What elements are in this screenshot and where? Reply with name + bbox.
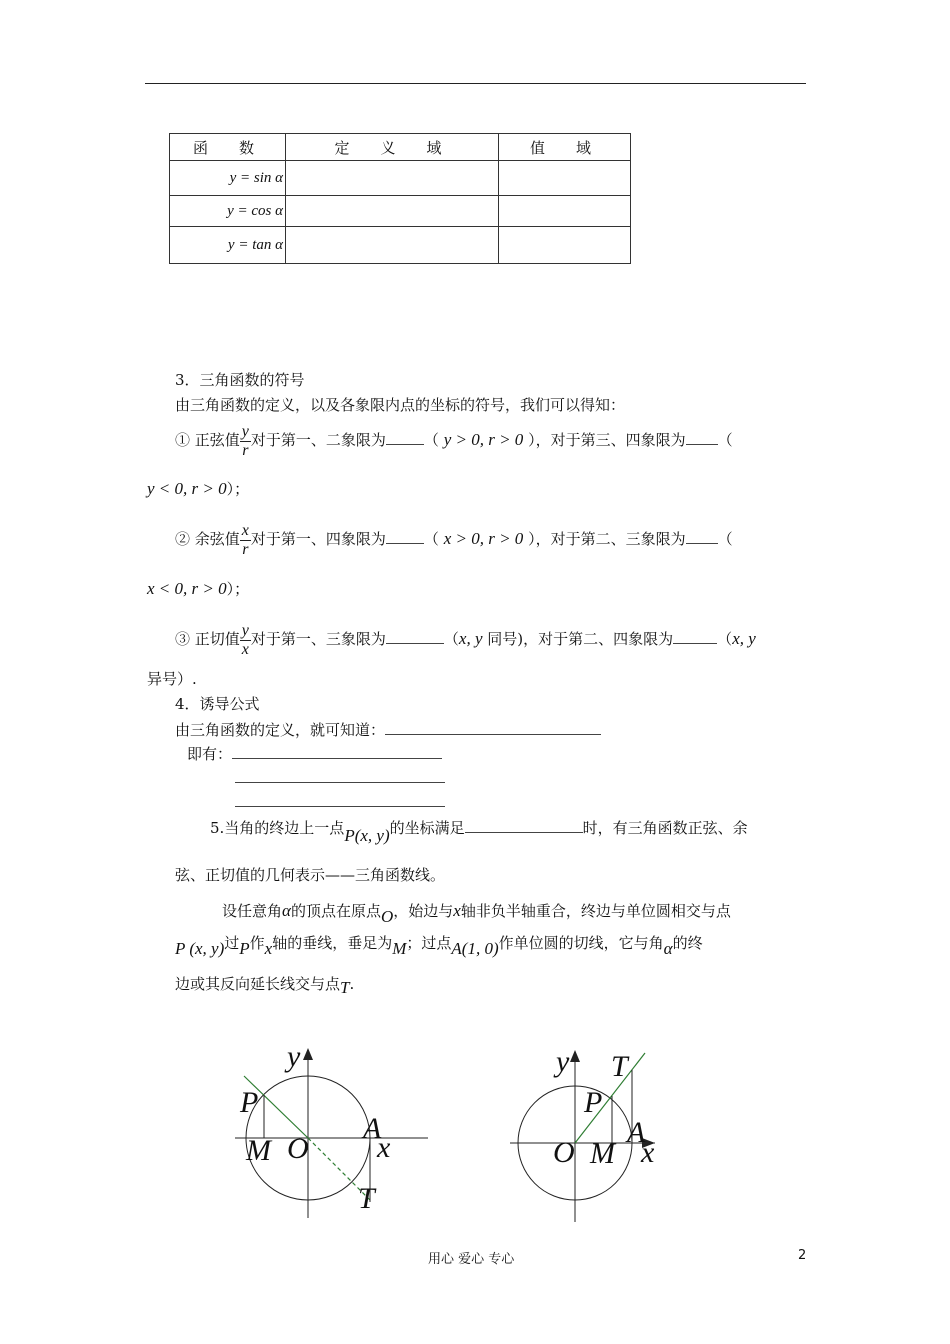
cell-func-tan: y = tan α [170, 227, 286, 264]
answer-blank[interactable] [686, 430, 718, 445]
function-table [169, 133, 631, 264]
section-3-intro: 由三角函数的定义，以及各象限内点的坐标的符号，我们可以得知： [175, 396, 626, 414]
definition-line-1 [222, 900, 731, 926]
cos-condition-1: x > 0, r > 0 [443, 529, 524, 548]
left-label-y: y [287, 1040, 301, 1073]
cell-range-cos [499, 196, 631, 227]
def-text-i: 作单位圆的切线，它与角 [498, 934, 664, 952]
alpha-symbol: α [663, 939, 673, 958]
section-5-line-1 [210, 817, 748, 845]
sin-condition-2: y < 0, r > 0 [147, 479, 227, 498]
answer-blank[interactable] [673, 629, 717, 644]
tan-fraction [240, 622, 251, 659]
alpha-symbol: α [282, 901, 291, 920]
left-trig-line-figure [230, 1040, 430, 1220]
fraction-denominator: r [242, 441, 249, 459]
header-range: 值 域 [499, 134, 631, 161]
cell-domain-sin [286, 161, 499, 196]
section-5-text-1: 5.当角的终边上一点 [210, 819, 345, 837]
cos-sign-line: ② 余弦值 $\frac{x}{r}$ 对于第一、四象限为 （ x > 0, r > 0 ），对于第二、三象限为 （ [175, 521, 733, 558]
answer-blank[interactable] [465, 818, 583, 833]
section-4-line-1-text: 由三角函数的定义，就可知道： [175, 721, 386, 739]
point-a-symbol: A(1, 0) [451, 939, 499, 958]
y-axis-arrow-icon [303, 1048, 313, 1060]
def-text-b: 的顶点在原点 [290, 902, 381, 920]
x-symbol: x [453, 901, 461, 920]
answer-blank[interactable] [235, 792, 445, 807]
fraction-numerator: y [241, 422, 249, 440]
right-label-x: x [641, 1136, 655, 1169]
left-label-x: x [377, 1131, 391, 1164]
tan-text-2: ，对于第二、四象限为 [523, 630, 674, 648]
def-text-h: ；过点 [406, 934, 452, 952]
answer-blank[interactable] [386, 430, 424, 445]
y-axis-arrow-icon [570, 1050, 580, 1062]
answer-blank[interactable] [686, 529, 718, 544]
section-5-text-3: 时，有三角函数正弦、余 [582, 819, 748, 837]
section-5-line-2: 弦、正切值的几何表示——三角函数线。 [175, 866, 446, 884]
table-row [170, 161, 631, 196]
def-text-g: 轴的垂线，垂足为 [272, 934, 393, 952]
cos-fraction [240, 522, 251, 559]
cos-label: ② 余弦值 [175, 530, 240, 548]
section-4-blank-line [235, 792, 445, 811]
section-3-heading: 3．三角函数的符号 [175, 371, 305, 389]
section-4-line-2-text: 即有： [187, 745, 233, 763]
origin-symbol: O [380, 907, 394, 926]
fraction-denominator: x [241, 640, 249, 658]
table-row [170, 196, 631, 227]
sin-text-2: ，对于第三、四象限为 [535, 431, 686, 449]
cell-func-cos: y = cos α [170, 196, 286, 227]
answer-blank[interactable] [232, 744, 442, 759]
tan-condition-1-text: 同号) [487, 630, 524, 648]
footer-motto: 用心 爱心 专心 [428, 1252, 515, 1267]
section-4-heading: 4．诱导公式 [175, 695, 260, 713]
cos-text-2: ，对于第二、三象限为 [535, 530, 686, 548]
header-function: 函 数 [170, 134, 286, 161]
right-label-y: y [556, 1045, 570, 1078]
cell-domain-cos [286, 196, 499, 227]
def-text-k: 边或其反向延长线交与点 [175, 975, 341, 993]
fraction-denominator: r [242, 540, 249, 558]
cell-range-sin [499, 161, 631, 196]
answer-blank[interactable] [386, 529, 424, 544]
def-text-d: 轴非负半轴重合，终边与单位圆相交与点 [460, 902, 731, 920]
tan-text-1: 对于第一、三象限为 [250, 630, 386, 648]
section-4-line-1 [175, 719, 601, 740]
tan-label: ③ 正切值 [175, 630, 240, 648]
sin-condition-line: y < 0, r > 0）； [147, 479, 250, 498]
sin-label: ① 正弦值 [175, 431, 240, 449]
cell-func-sin: y = sin α [170, 161, 286, 196]
section-4-line-2 [187, 743, 442, 764]
right-label-o: O [553, 1136, 575, 1169]
definition-line-2 [175, 932, 703, 958]
left-label-p: P [240, 1086, 259, 1119]
tan-condition-2-text: 异号）. [147, 670, 197, 688]
cell-range-tan [499, 227, 631, 264]
p-symbol: P [239, 939, 250, 958]
cos-text-1: 对于第一、四象限为 [250, 530, 386, 548]
sin-condition-1: y > 0, r > 0 [443, 430, 524, 449]
cell-domain-tan [286, 227, 499, 264]
answer-blank[interactable] [386, 629, 444, 644]
tan-condition-1-vars: x, y [458, 629, 483, 648]
sin-sign-line: ① 正弦值 $\frac{y}{r}$ 对于第一、二象限为 （ y > 0, r > 0 ），对于第三、四象限为 （ [175, 422, 733, 459]
def-text-l: . [349, 975, 355, 993]
section-4-blank-line [235, 768, 445, 787]
left-label-m: M [246, 1134, 271, 1167]
def-text-j: 的终 [672, 934, 703, 952]
left-label-a: A [363, 1112, 382, 1145]
right-label-a: A [627, 1116, 646, 1149]
section-5-point: P(x, y) [344, 826, 390, 845]
def-text-a: 设任意角 [222, 902, 283, 920]
tan-condition-2-vars: x, y [732, 629, 756, 648]
def-text-f: 作 [249, 934, 265, 952]
right-label-p: P [584, 1086, 603, 1119]
def-text-e: 过 [224, 934, 240, 952]
point-p-symbol: P (x, y) [175, 939, 225, 958]
answer-blank[interactable] [235, 768, 445, 783]
section-5-text-2: 的坐标满足 [389, 819, 465, 837]
t-symbol: T [340, 978, 350, 997]
m-symbol: M [392, 939, 407, 958]
answer-blank[interactable] [385, 720, 601, 735]
page-number: 2 [798, 1248, 807, 1263]
fraction-numerator: y [241, 621, 249, 639]
sin-text-1: 对于第一、二象限为 [250, 431, 386, 449]
x-symbol: x [264, 939, 273, 958]
right-label-m: M [590, 1137, 615, 1170]
def-text-c: ，始边与 [393, 902, 454, 920]
right-label-t: T [611, 1050, 628, 1083]
left-label-t: T [358, 1182, 375, 1215]
table-header-row [170, 134, 631, 161]
definition-line-3 [175, 973, 355, 997]
tan-sign-line: ③ 正切值 $\frac{y}{x}$ 对于第一、三象限为 （x, y 同号)，对于第二、四象限为 （x, y [175, 621, 756, 658]
header-rule [145, 83, 806, 84]
cos-condition-line: x < 0, r > 0）； [147, 579, 250, 598]
sin-fraction [240, 423, 251, 460]
cos-condition-2: x < 0, r > 0 [147, 579, 227, 598]
table-row [170, 227, 631, 264]
header-domain: 定 义 域 [286, 134, 499, 161]
fraction-numerator: x [241, 521, 249, 539]
left-label-o: O [287, 1132, 309, 1165]
